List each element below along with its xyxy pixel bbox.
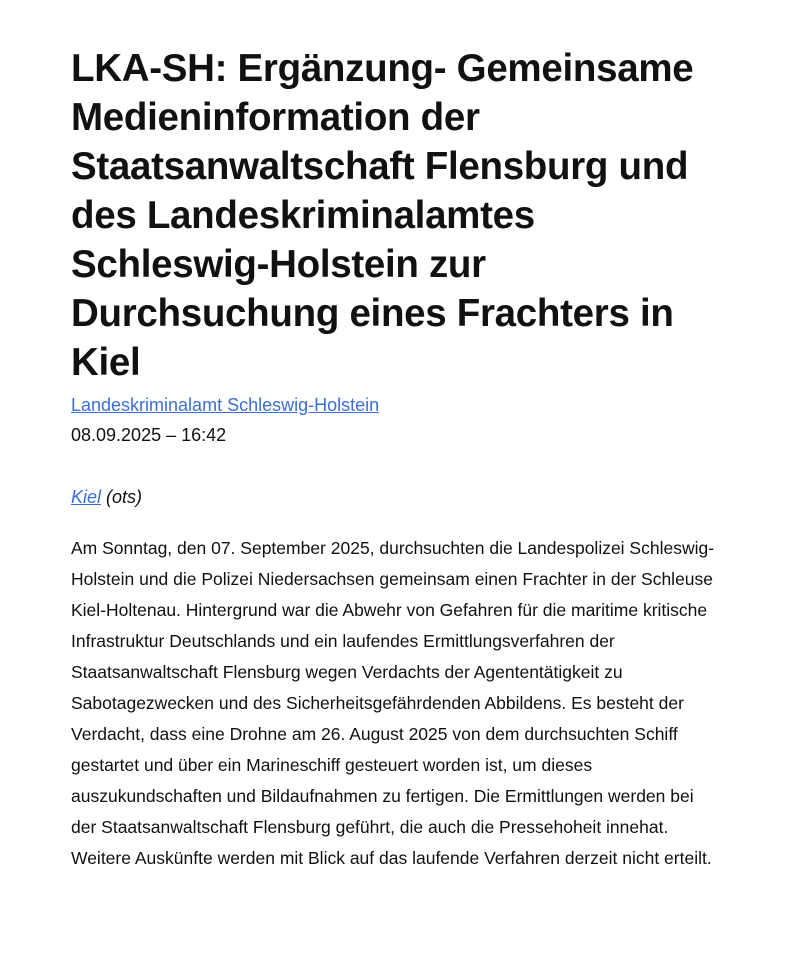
dateline-place-link[interactable]: Kiel [71, 487, 102, 507]
publish-date: 08.09.2025 – 16:42 [71, 425, 227, 445]
article-body: Am Sonntag, den 07. September 2025, durchsuchten die Landespolizei Schleswig-Holstein und die Polizei Niedersachsen gemeinsam einen Frachter in der Schleuse Kiel-Holtenau. Hintergrund war die Abwehr von Gefahren für die maritime kritische Infrastruktur Deutschlands und ein laufendes Ermittlungsverfahren der Staatsanwaltschaft Flensburg wegen Verdachts der Agententätigkeit zu Sabotagezwecken und des Sicherheitsgefährdenden Abbildens. Es besteht der Verdacht, dass eine Drohne am 26. August 2025 von dem durchsuchten Schiff gestartet und über ein Marineschiff gesteuert worden ist, um dieses auszukundschaften und Bildaufnahmen zu fertigen. Die Ermittlungen werden bei der Staatsanwaltschaft Flensburg geführt, die auch die Pressehoheit innehat. Weitere Auskünfte werden mit Blick auf das laufende Verfahren derzeit nicht erteilt. [71, 538, 715, 868]
dateline [71, 485, 718, 509]
article-title: LKA-SH: Ergänzung- Gemeinsame Medieninformation der Staatsanwaltschaft Flensburg und des Landeskriminalamtes Schleswig-Holstein zur Durchsuchung eines Frachters in Kiel [71, 47, 694, 384]
source-link[interactable]: Landeskriminalamt Schleswig-Holstein [71, 395, 380, 415]
dateline-agency: (ots) [106, 487, 143, 507]
